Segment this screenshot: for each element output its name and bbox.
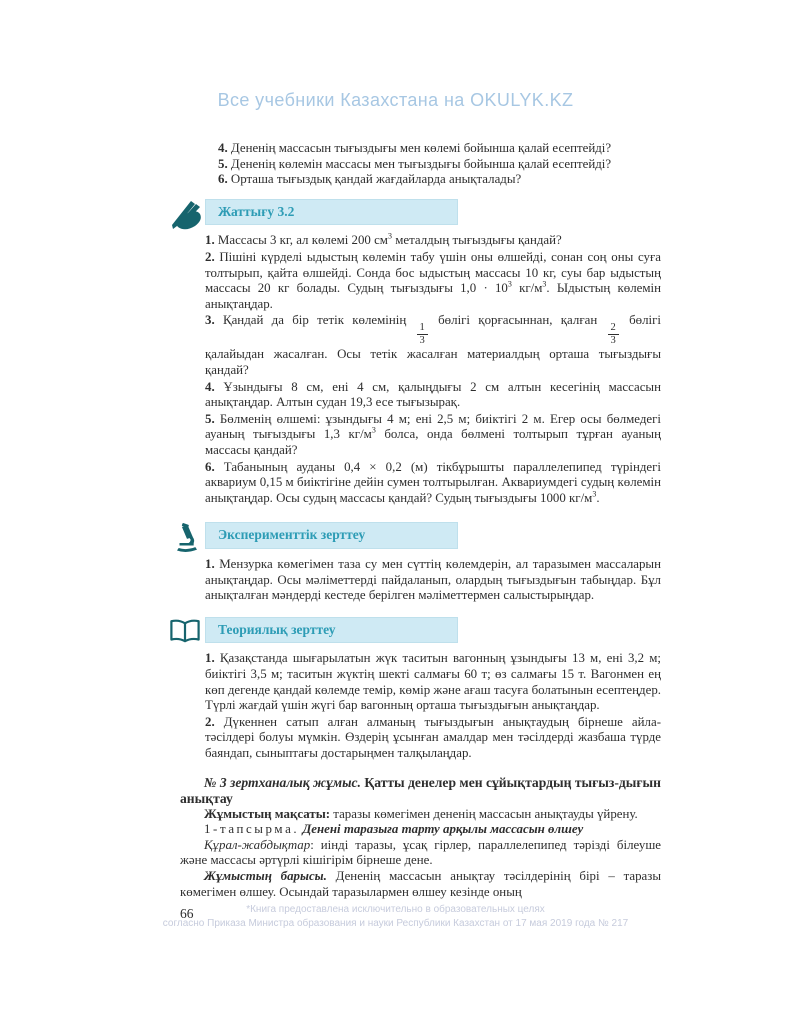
experimental-heading: Эксперименттік зерттеу — [205, 522, 458, 549]
lab-work-section — [180, 775, 661, 901]
review-questions — [218, 141, 661, 188]
copyright-footer — [0, 903, 791, 931]
lab-paragraph: Жұмыстың барысы. Дененің массасын анықтау тәсілдерінің бірі – таразы көмегімен өлшеу. Осындай таразылармен өлшеу кезінде оның — [180, 868, 662, 899]
section-experimental — [205, 522, 661, 603]
exercise-item: 4. Ұзындығы 8 см, ені 4 см, қалыңдығы 2 см алтын кесегінің массасын анықтаңдар. Алтын судан 19,3 есе тығызырақ. — [205, 379, 661, 410]
section-theoretical — [205, 617, 661, 762]
lab-paragraph: 1-тапсырма. Денені таразыға тарту арқылы массасын өлшеу — [204, 822, 584, 837]
section-exercise — [205, 199, 661, 507]
footer-line: согласно Приказа Министра образования и науки Республики Казахстан от 17 мая 2019 года № 217 — [162, 918, 629, 929]
exercise-item: 6. Табанының ауданы 0,4 × 0,2 (м) тікбұрышты параллелепипед түріндегі аквариум 0,15 м биіктігіне дейін сумен толтырылған. Аквариумдегі судың көлемін анықтаңдар. Осы судың массасы қандай? Судың тығыздығы 1000 $кг/м^3$. — [205, 459, 661, 505]
page-content — [180, 141, 661, 922]
question-item: 5. Дененің көлемін массасы мен тығыздығы бойынша қалай есептейді? — [218, 156, 612, 171]
lab-paragraph: Құрал-жабдықтар: иінді таразы, ұсақ гірлер, параллелепипед тәрізді білеуше және массасы әртүрлі кішігірім бірнеше дене. — [180, 837, 661, 868]
open-book-icon — [168, 618, 202, 644]
exercise-heading: Жаттығу 3.2 — [205, 199, 458, 226]
page-number: 66 — [180, 906, 194, 922]
experimental-item: 1. Мензурка көмегімен таза су мен сүттің көлемдерін, ал таразымен массаларын анықтаңдар. Осы мәліметтерді пайдаланып, олардың тығыздығын табыңдар. Бұл анықталған мәндерді кестеде берілген мәліметтермен салыстырыңдар. — [205, 557, 661, 603]
question-item: 6. Орташа тығыздық қандай жағдайларда анықталады? — [218, 172, 522, 187]
footer-line: *Книга предоставлена исключительно в образовательных целях — [246, 904, 545, 915]
exercise-item: 2. Пішіні күрделі ыдыстың көлемін табу үшін оны өлшейді, сонан соң оны суға толтырып, қайта өлшейді. Сонда бос ыдыстың массасы 10 кг, суы бар ыдыстың массасы 20 кг болады. Судың тығыздығы $1,0 \cdot 10^3$ $кг/м^3$. Ыдыстың көлемін анықтаңдар. — [205, 249, 661, 311]
theoretical-item: 1. Қазақстанда шығарылатын жүк таситын вагонның ұзындығы 13 м, ені 3,2 м; биіктігі 3,5 м; таситын жүктің шекті салмағы 60 т; өз салмағы 15 т. Вагонмен ең көп дегенде қандай көлемде темір, көмір және ағаш тасуға болатынын есептеңдер. Түрлі жағдай үшін жүгі бар вагонның орташа тығыздығын анықтаңдар. — [205, 651, 661, 713]
watermark-text: Все учебники Казахстана на OKULYK.KZ — [217, 90, 574, 110]
theoretical-heading: Теориялық зерттеу — [205, 617, 458, 644]
lab-work-title: № 3 зертханалық жұмыс. Қатты денелер мен сұйықтардың тығыз-дығын анықтау — [180, 774, 661, 806]
exercise-item: 3. Қандай да бір тетік көлемінің $\frac{1}{3}$ бөлігі қорғасыннан, қалған $\frac{2}{3}$ бөлігі қалайыдан жасалған. Осы тетік жасалған материалдың орташа тығыздығы қандай? — [205, 313, 661, 378]
exercise-item: 5. Бөлменің өлшемі: ұзындығы 4 м; ені 2,5 м; биіктігі 2 м. Егер осы бөлмедегі ауаның тығыздығы 1,3 $кг/м^3$ болса, онда бөлмені толтырып тұрған ауаның массасы қандай? — [205, 411, 661, 458]
lab-paragraph: Жұмыстың мақсаты: таразы көмегімен дененің массасын анықтауды үйрену. — [204, 806, 638, 821]
pencil-icon — [169, 197, 205, 233]
question-item: 4. Дененің массасын тығыздығы мен көлемі бойынша қалай есептейді? — [218, 141, 612, 155]
exercise-item: 1. Массасы 3 кг, ал көлемі 200 $см^3$ металдың тығыздығы қандай? — [205, 232, 562, 248]
theoretical-item: 2. Дүкеннен сатып алған алманың тығыздығын анықтаудың бірнеше айла-тәсілдері болуы мүмкін. Өздерің ұсынған амалдар мен тәсілдерді жазбаша түрде баяндап, сыныптағы достарыңмен талқылаңдар. — [205, 714, 661, 760]
microscope-icon — [172, 522, 202, 554]
